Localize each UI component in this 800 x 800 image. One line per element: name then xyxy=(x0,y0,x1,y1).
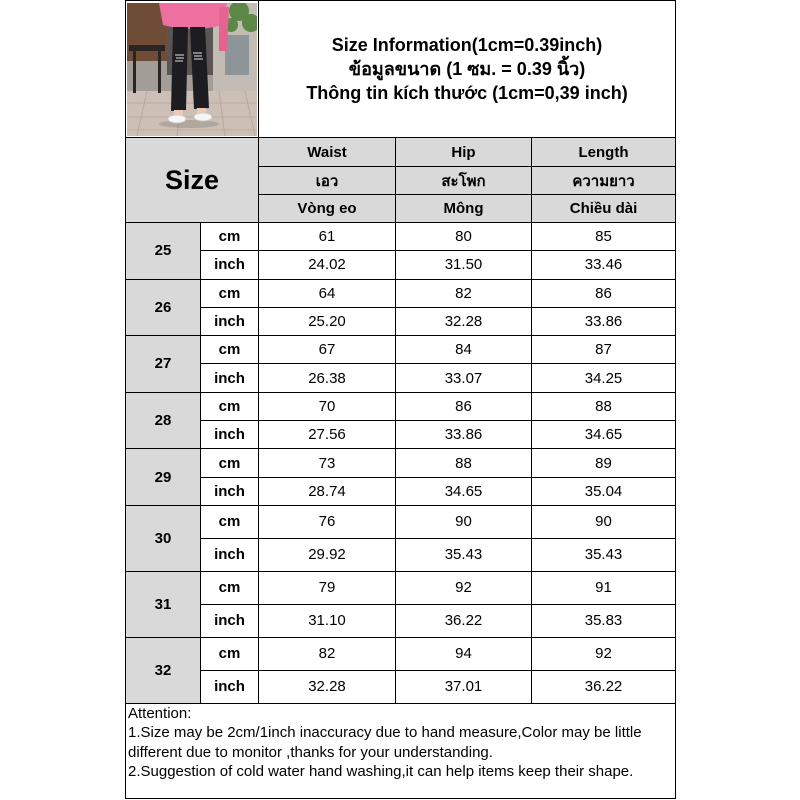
attention-heading: Attention: xyxy=(128,704,192,722)
photo-right-shoe xyxy=(194,113,212,121)
title-line-en: Size Information(1cm=0.39inch) xyxy=(331,35,603,55)
length-value-cm: 90 xyxy=(532,505,676,538)
length-value-inch: 34.65 xyxy=(532,421,676,449)
length-value-inch: 33.46 xyxy=(532,251,676,279)
hip-value-inch: 37.01 xyxy=(396,670,532,703)
unit-label-cm: cm xyxy=(201,392,259,420)
length-value-cm: 88 xyxy=(532,392,676,420)
unit-label-inch: inch xyxy=(201,364,259,392)
waist-value-cm: 61 xyxy=(259,223,396,251)
length-value-cm: 92 xyxy=(532,637,676,670)
waist-value-inch: 29.92 xyxy=(259,538,396,571)
length-value-cm: 86 xyxy=(532,279,676,307)
unit-label-inch: inch xyxy=(201,670,259,703)
waist-value-inch: 26.38 xyxy=(259,364,396,392)
size-label: 32 xyxy=(126,637,201,703)
waist-value-cm: 76 xyxy=(259,505,396,538)
length-value-inch: 35.83 xyxy=(532,604,676,637)
size-label: 25 xyxy=(126,223,201,280)
hip-header-vi: Mông xyxy=(396,195,532,223)
length-header-vi: Chiều dài xyxy=(532,195,676,223)
length-header-en: Length xyxy=(532,138,676,167)
photo-table-top xyxy=(129,45,165,51)
unit-label-inch: inch xyxy=(201,477,259,505)
unit-label-inch: inch xyxy=(201,604,259,637)
size-row-29-cm xyxy=(126,449,676,477)
length-value-cm: 89 xyxy=(532,449,676,477)
photo-window-pane xyxy=(225,35,249,75)
waist-value-inch: 24.02 xyxy=(259,251,396,279)
size-info-title xyxy=(259,1,676,138)
waist-value-inch: 31.10 xyxy=(259,604,396,637)
unit-label-inch: inch xyxy=(201,307,259,335)
title-line-th: ข้อมูลขนาด (1 ซม. = 0.39 นิ้ว) xyxy=(348,59,586,79)
hip-value-cm: 94 xyxy=(396,637,532,670)
photo-table-leg xyxy=(158,51,161,93)
waist-header-vi: Vòng eo xyxy=(259,195,396,223)
unit-label-inch: inch xyxy=(201,421,259,449)
size-row-30-inch xyxy=(126,538,676,571)
length-value-cm: 85 xyxy=(532,223,676,251)
waist-value-cm: 79 xyxy=(259,571,396,604)
hip-value-cm: 90 xyxy=(396,505,532,538)
length-value-inch: 36.22 xyxy=(532,670,676,703)
unit-label-cm: cm xyxy=(201,505,259,538)
hip-value-inch: 32.28 xyxy=(396,307,532,335)
size-row-31-cm xyxy=(126,571,676,604)
length-value-inch: 35.43 xyxy=(532,538,676,571)
size-label: 31 xyxy=(126,571,201,637)
size-row-27-cm xyxy=(126,336,676,364)
size-row-27-inch xyxy=(126,364,676,392)
waist-value-inch: 25.20 xyxy=(259,307,396,335)
product-photo-cell xyxy=(126,1,259,138)
unit-label-inch: inch xyxy=(201,251,259,279)
product-photo xyxy=(127,3,257,136)
attention-line: 2.Suggestion of cold water hand washing,it can help items keep their shape. xyxy=(128,762,634,780)
size-row-26-cm xyxy=(126,279,676,307)
photo-shoe-shadow xyxy=(159,120,219,128)
hip-value-cm: 86 xyxy=(396,392,532,420)
column-header-row-en xyxy=(126,138,676,167)
unit-label-cm: cm xyxy=(201,279,259,307)
hip-value-cm: 92 xyxy=(396,571,532,604)
waist-value-inch: 27.56 xyxy=(259,421,396,449)
size-row-25-inch xyxy=(126,251,676,279)
waist-value-cm: 64 xyxy=(259,279,396,307)
hip-value-cm: 84 xyxy=(396,336,532,364)
waist-value-inch: 28.74 xyxy=(259,477,396,505)
unit-label-inch: inch xyxy=(201,538,259,571)
length-value-cm: 87 xyxy=(532,336,676,364)
waist-value-cm: 73 xyxy=(259,449,396,477)
attention-line: different due to monitor ,thanks for your understanding. xyxy=(128,743,493,761)
title-line-vi: Thông tin kích thước (1cm=0,39 inch) xyxy=(306,83,628,103)
size-row-30-cm xyxy=(126,505,676,538)
size-row-31-inch xyxy=(126,604,676,637)
waist-value-inch: 32.28 xyxy=(259,670,396,703)
size-row-28-cm xyxy=(126,392,676,420)
hip-value-cm: 80 xyxy=(396,223,532,251)
hip-value-cm: 88 xyxy=(396,449,532,477)
waist-header-en: Waist xyxy=(259,138,396,167)
size-row-25-cm xyxy=(126,223,676,251)
photo-table-leg xyxy=(133,51,136,93)
length-value-cm: 91 xyxy=(532,571,676,604)
attention-line: 1.Size may be 2cm/1inch inaccuracy due to hand measure,Color may be little xyxy=(128,724,642,742)
size-chart-table xyxy=(125,0,676,799)
waist-value-cm: 67 xyxy=(259,336,396,364)
unit-label-cm: cm xyxy=(201,637,259,670)
hip-value-inch: 31.50 xyxy=(396,251,532,279)
size-row-32-cm xyxy=(126,637,676,670)
hip-value-inch: 34.65 xyxy=(396,477,532,505)
length-value-inch: 34.25 xyxy=(532,364,676,392)
size-label: 26 xyxy=(126,279,201,336)
unit-label-cm: cm xyxy=(201,223,259,251)
unit-label-cm: cm xyxy=(201,449,259,477)
size-row-29-inch xyxy=(126,477,676,505)
size-row-26-inch xyxy=(126,307,676,335)
waist-value-cm: 70 xyxy=(259,392,396,420)
photo-hoodie xyxy=(159,3,227,29)
size-rows xyxy=(126,223,676,704)
attention-notes xyxy=(126,703,676,798)
hip-value-inch: 33.86 xyxy=(396,421,532,449)
size-label: 30 xyxy=(126,505,201,571)
unit-label-cm: cm xyxy=(201,336,259,364)
size-row-32-inch xyxy=(126,670,676,703)
size-column-header: Size xyxy=(126,138,259,223)
waist-header-th: เอว xyxy=(259,167,396,195)
hip-value-inch: 36.22 xyxy=(396,604,532,637)
hip-value-cm: 82 xyxy=(396,279,532,307)
waist-value-cm: 82 xyxy=(259,637,396,670)
length-header-th: ความยาว xyxy=(532,167,676,195)
attention-row xyxy=(126,703,676,798)
size-label: 27 xyxy=(126,336,201,393)
size-label: 29 xyxy=(126,449,201,506)
hip-header-th: สะโพก xyxy=(396,167,532,195)
hip-header-en: Hip xyxy=(396,138,532,167)
photo-left-leg xyxy=(171,27,188,111)
hip-value-inch: 35.43 xyxy=(396,538,532,571)
photo-left-shoe xyxy=(168,115,186,123)
chart-top-row xyxy=(126,1,676,138)
size-row-28-inch xyxy=(126,421,676,449)
photo-pavement xyxy=(127,91,257,136)
length-value-inch: 33.86 xyxy=(532,307,676,335)
unit-label-cm: cm xyxy=(201,571,259,604)
size-label: 28 xyxy=(126,392,201,449)
hip-value-inch: 33.07 xyxy=(396,364,532,392)
length-value-inch: 35.04 xyxy=(532,477,676,505)
